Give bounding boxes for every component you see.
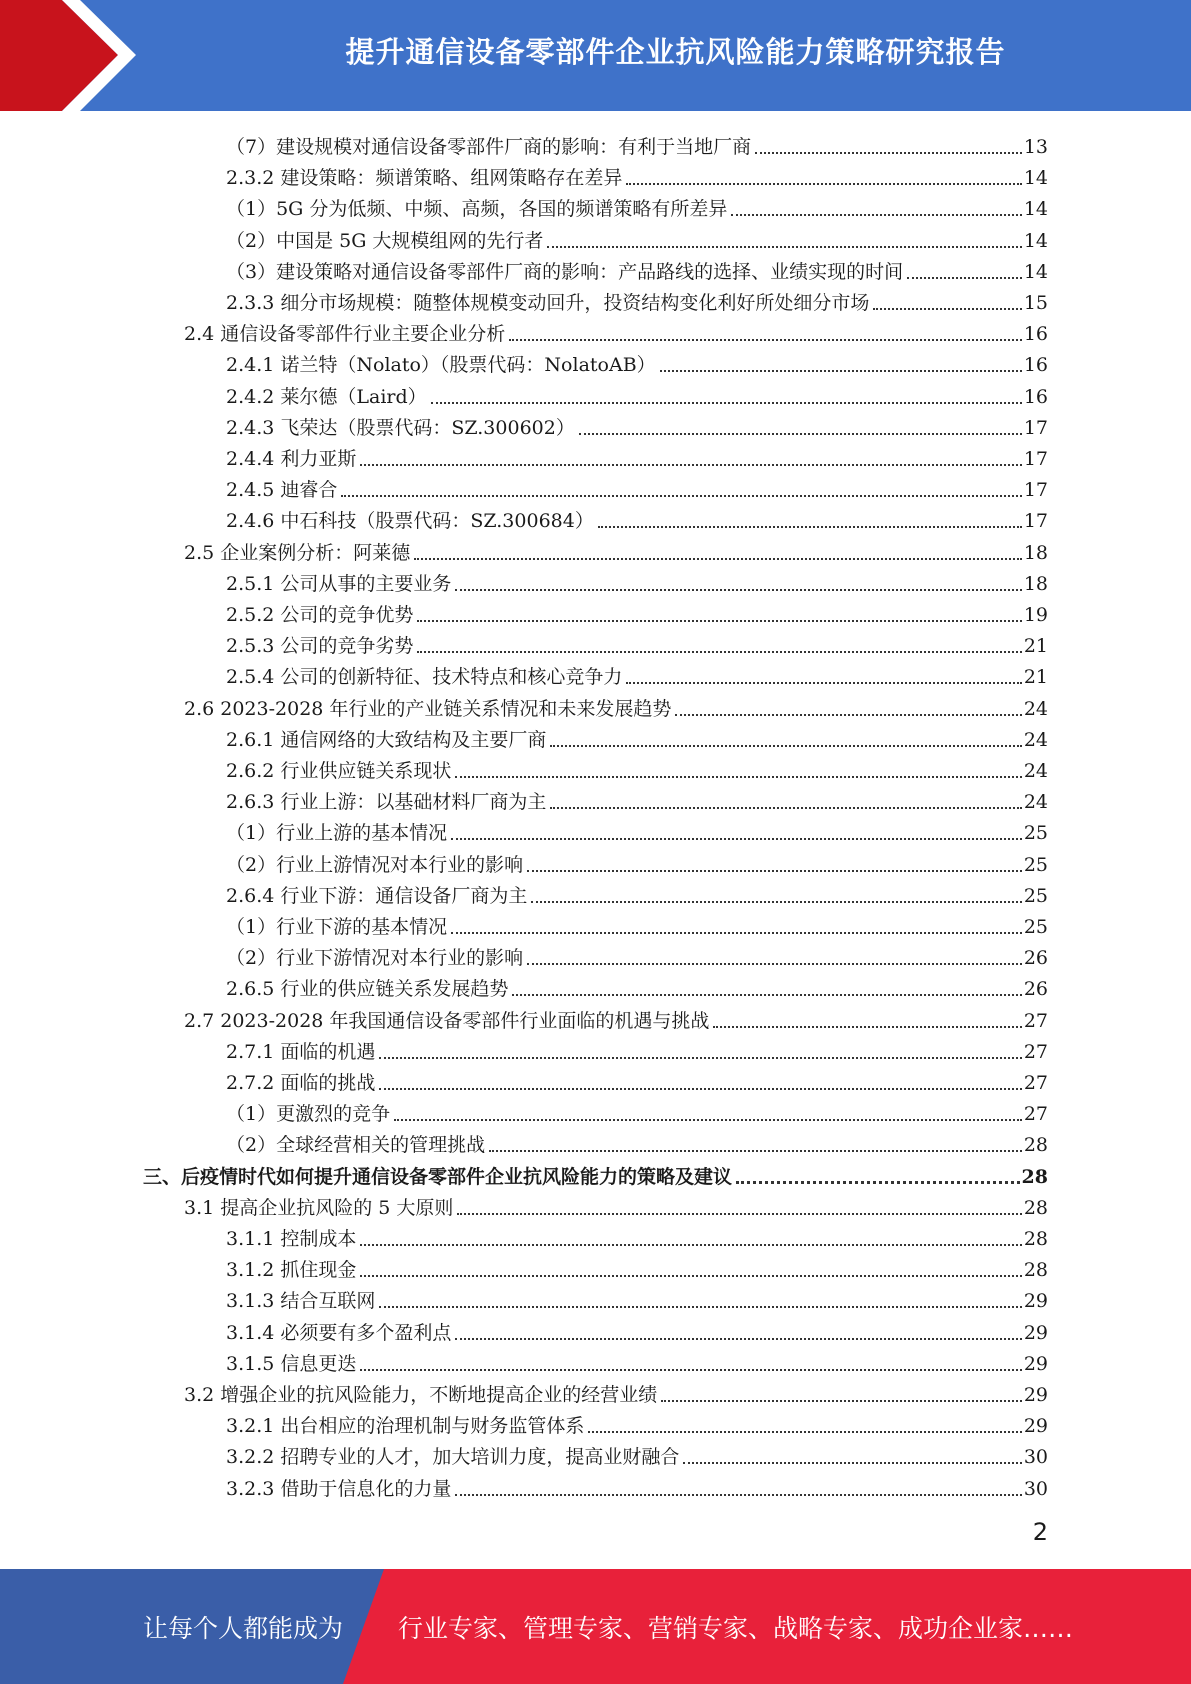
page-footer xyxy=(0,1569,1191,1684)
toc-entry[interactable] xyxy=(226,222,1048,253)
toc-dot-leader xyxy=(547,245,1021,248)
toc-entry-title: 2.4.5 迪睿合 xyxy=(226,479,338,502)
toc-dot-leader xyxy=(341,494,1021,497)
toc-entry[interactable] xyxy=(184,1002,1048,1033)
toc-entry-title: 2.4.1 诺兰特（Nolato）（股票代码：NolatoAB） xyxy=(226,354,656,377)
toc-entry-page: 27 xyxy=(1023,1103,1048,1126)
toc-entry-page: 27 xyxy=(1023,1040,1048,1063)
toc-entry-page: 13 xyxy=(1023,136,1048,158)
toc-entry[interactable] xyxy=(184,1376,1048,1407)
toc-entry-title: 2.7.1 面临的机遇 xyxy=(226,1040,376,1063)
toc-entry[interactable] xyxy=(226,440,1048,471)
toc-entry-page: 19 xyxy=(1023,604,1048,626)
toc-entry[interactable] xyxy=(184,1189,1048,1220)
footer-slogan-left: 让每个人都能成为 xyxy=(143,1613,344,1643)
toc-dot-leader xyxy=(414,557,1022,560)
toc-entry[interactable] xyxy=(226,1282,1048,1313)
toc-entry-title: 2.5.3 公司的竞争劣势 xyxy=(226,635,414,658)
toc-entry[interactable] xyxy=(184,690,1048,721)
toc-entry-title: 3.1.4 必须要有多个盈利点 xyxy=(226,1321,452,1344)
toc-entry[interactable] xyxy=(226,471,1048,502)
toc-dot-leader xyxy=(455,775,1021,778)
toc-entry-title: 2.6.3 行业上游：以基础材料厂商为主 xyxy=(226,791,547,814)
toc-entry-page: 18 xyxy=(1023,541,1048,564)
toc-dot-leader xyxy=(379,1305,1021,1308)
toc-entry-page: 28 xyxy=(1023,1134,1048,1157)
toc-entry[interactable] xyxy=(226,253,1048,284)
toc-entry-page: 29 xyxy=(1023,1290,1048,1313)
toc-dot-leader xyxy=(509,338,1022,341)
toc-entry-title: 2.4.6 中石科技（股票代码：SZ.300684） xyxy=(226,510,594,533)
toc-entry-title: （7）建设规模对通信设备零部件厂商的影响：有利于当地厂商 xyxy=(226,136,752,158)
toc-entry[interactable] xyxy=(226,284,1048,315)
toc-dot-leader xyxy=(626,681,1021,684)
toc-entry[interactable] xyxy=(226,346,1048,377)
toc-dot-leader xyxy=(626,182,1021,185)
toc-entry[interactable] xyxy=(226,1345,1048,1376)
toc-entry-page: 16 xyxy=(1023,385,1048,408)
toc-entry-title: 3.1.1 控制成本 xyxy=(226,1228,357,1250)
toc-entry-page: 25 xyxy=(1023,884,1048,907)
toc-entry[interactable] xyxy=(226,877,1048,908)
toc-entry-title: 3.1.3 结合互联网 xyxy=(226,1290,376,1313)
toc-entry[interactable] xyxy=(226,658,1048,689)
toc-dot-leader xyxy=(713,1025,1021,1028)
toc-entry-page: 29 xyxy=(1023,1415,1048,1438)
toc-dot-leader xyxy=(489,1149,1022,1152)
toc-entry[interactable] xyxy=(226,752,1048,783)
toc-dot-leader xyxy=(661,1399,1022,1402)
toc-dot-leader xyxy=(531,900,1021,903)
toc-entry-page: 14 xyxy=(1023,198,1048,221)
toc-entry-title: 2.5.4 公司的创新特征、技术特点和核心竞争力 xyxy=(226,666,623,689)
toc-entry[interactable] xyxy=(226,783,1048,814)
toc-entry[interactable] xyxy=(226,627,1048,658)
toc-entry-page: 17 xyxy=(1023,479,1048,502)
toc-entry-page: 28 xyxy=(1023,1196,1048,1219)
toc-dot-leader xyxy=(379,1056,1021,1059)
toc-entry-title: 2.6.2 行业供应链关系现状 xyxy=(226,760,452,782)
toc-entry-title: 三、后疫情时代如何提升通信设备零部件企业抗风险能力的策略及建议 xyxy=(143,1165,733,1188)
toc-entry-title: 2.3.2 建设策略：频谱策略、组网策略存在差异 xyxy=(226,167,623,190)
toc-entry-title: 3.2.2 招聘专业的人才，加大培训力度，提高业财融合 xyxy=(226,1446,680,1469)
toc-entry[interactable] xyxy=(226,1470,1048,1501)
toc-dot-leader xyxy=(360,1274,1021,1277)
toc-entry-page: 26 xyxy=(1023,947,1048,970)
toc-entry-page: 14 xyxy=(1023,167,1048,190)
toc-dot-leader xyxy=(417,650,1021,653)
toc-entry-title: 2.6.4 行业下游：通信设备厂商为主 xyxy=(226,884,528,907)
toc-entry-page: 28 xyxy=(1023,1259,1048,1282)
toc-entry-title: 3.1 提高企业抗风险的 5 大原则 xyxy=(184,1196,454,1219)
toc-entry[interactable] xyxy=(226,502,1048,533)
toc-entry-title: 2.6.1 通信网络的大致结构及主要厂商 xyxy=(226,728,547,751)
toc-entry[interactable] xyxy=(226,970,1048,1001)
toc-entry-title: 3.1.2 抓住现金 xyxy=(226,1259,357,1282)
page-header xyxy=(0,0,1191,111)
toc-dot-leader xyxy=(550,806,1021,809)
toc-entry[interactable] xyxy=(226,190,1048,221)
toc-entry-page: 25 xyxy=(1023,822,1048,845)
toc-entry-title: 2.3.3 细分市场规模：随整体规模变动回升，投资结构变化利好所处细分市场 xyxy=(226,292,870,314)
toc-entry-title: 3.2.3 借助于信息化的力量 xyxy=(226,1477,452,1500)
toc-entry-title: 2.4.3 飞荣达（股票代码：SZ.300602） xyxy=(226,416,575,439)
toc-entry[interactable] xyxy=(184,534,1048,565)
toc-dot-leader xyxy=(736,1180,1020,1184)
toc-entry-page: 21 xyxy=(1023,635,1048,658)
toc-entry-title: 3.2.1 出台相应的治理机制与财务监管体系 xyxy=(226,1415,585,1438)
toc-entry[interactable] xyxy=(226,159,1048,190)
toc-dot-leader xyxy=(873,307,1021,310)
toc-entry[interactable] xyxy=(226,596,1048,627)
toc-entry-title: （3）建设策略对通信设备零部件厂商的影响：产品路线的选择、业绩实现的时间 xyxy=(226,260,904,283)
toc-entry-page: 27 xyxy=(1023,1072,1048,1094)
toc-entry-page: 24 xyxy=(1023,728,1048,751)
toc-entry[interactable] xyxy=(226,1407,1048,1438)
toc-entry[interactable] xyxy=(226,939,1048,970)
toc-entry-page: 17 xyxy=(1023,448,1048,470)
toc-entry-page: 25 xyxy=(1023,853,1048,876)
toc-entry-page: 28 xyxy=(1023,1228,1048,1250)
toc-entry[interactable] xyxy=(226,846,1048,877)
toc-entry[interactable] xyxy=(226,1064,1048,1095)
toc-dot-leader xyxy=(527,869,1022,872)
toc-entry-page: 15 xyxy=(1023,292,1048,314)
toc-dot-leader xyxy=(417,619,1021,622)
toc-entry-title: （2）全球经营相关的管理挑战 xyxy=(226,1134,486,1157)
toc-dot-leader xyxy=(360,463,1021,466)
toc-dot-leader xyxy=(379,1087,1021,1090)
toc-entry[interactable] xyxy=(226,1251,1048,1282)
toc-entry-title: 2.5 企业案例分析：阿莱德 xyxy=(184,541,411,564)
toc-entry-title: （1）行业下游的基本情况 xyxy=(226,916,448,938)
toc-entry-page: 26 xyxy=(1023,978,1048,1001)
toc-dot-leader xyxy=(579,432,1022,435)
toc-entry[interactable] xyxy=(226,378,1048,409)
toc-entry-title: 2.5.1 公司从事的主要业务 xyxy=(226,572,452,595)
toc-dot-leader xyxy=(755,151,1022,154)
toc-dot-leader xyxy=(588,1430,1021,1433)
header-chevron-decoration xyxy=(0,0,150,111)
toc-entry[interactable] xyxy=(226,814,1048,845)
toc-dot-leader xyxy=(360,1243,1021,1246)
toc-entry-title: 2.4 通信设备零部件行业主要企业分析 xyxy=(184,323,506,346)
toc-entry-title: 2.7 2023-2028 年我国通信设备零部件行业面临的机遇与挑战 xyxy=(184,1009,710,1032)
toc-dot-leader xyxy=(457,1212,1021,1215)
toc-dot-leader xyxy=(431,401,1022,404)
toc-dot-leader xyxy=(731,213,1021,216)
toc-entry-page: 17 xyxy=(1023,416,1048,439)
toc-dot-leader xyxy=(527,962,1022,965)
toc-dot-leader xyxy=(675,713,1021,716)
toc-entry-title: 2.5.2 公司的竞争优势 xyxy=(226,604,414,626)
toc-dot-leader xyxy=(451,931,1022,934)
toc-entry-title: 3.1.5 信息更迭 xyxy=(226,1352,357,1375)
toc-entry-title: 2.6.5 行业的供应链关系发展趋势 xyxy=(226,978,509,1001)
toc-entry-page: 24 xyxy=(1023,791,1048,814)
toc-entry-title: 2.4.2 莱尔德（Laird） xyxy=(226,385,427,408)
toc-entry-title: （2）行业上游情况对本行业的影响 xyxy=(226,853,524,876)
toc-entry-page: 16 xyxy=(1023,323,1048,346)
toc-dot-leader xyxy=(455,1493,1021,1496)
toc-dot-leader xyxy=(683,1461,1021,1464)
toc-entry-page: 14 xyxy=(1023,229,1048,252)
report-title: 提升通信设备零部件企业抗风险能力策略研究报告 xyxy=(345,34,1006,69)
toc-dot-leader xyxy=(512,993,1021,996)
toc-entry[interactable] xyxy=(226,721,1048,752)
toc-entry[interactable] xyxy=(226,1438,1048,1469)
toc-entry-page: 14 xyxy=(1023,260,1048,283)
toc-dot-leader xyxy=(360,1368,1021,1371)
toc-entry-page: 29 xyxy=(1023,1352,1048,1375)
toc-entry-page: 18 xyxy=(1023,572,1048,595)
toc-entry[interactable] xyxy=(226,1314,1048,1345)
toc-entry[interactable] xyxy=(184,315,1048,346)
toc-dot-leader xyxy=(598,525,1022,528)
toc-entry-title: （1）更激烈的竞争 xyxy=(226,1103,391,1126)
toc-entry-page: 16 xyxy=(1023,354,1048,377)
toc-entry[interactable] xyxy=(143,1158,1048,1189)
toc-entry-page: 24 xyxy=(1023,697,1048,720)
toc-entry-page: 17 xyxy=(1023,510,1048,533)
toc-entry-page: 28 xyxy=(1021,1165,1048,1188)
toc-entry-title: （1）5G 分为低频、中频、高频，各国的频谱策略有所差异 xyxy=(226,198,728,221)
toc-entry-page: 29 xyxy=(1023,1321,1048,1344)
toc-entry[interactable] xyxy=(226,128,1048,159)
toc-dot-leader xyxy=(455,588,1021,591)
toc-entry-title: （1）行业上游的基本情况 xyxy=(226,822,448,845)
toc-entry[interactable] xyxy=(226,1033,1048,1064)
toc-dot-leader xyxy=(660,369,1022,372)
toc-entry-page: 27 xyxy=(1023,1009,1048,1032)
toc-dot-leader xyxy=(455,1337,1021,1340)
toc-dot-leader xyxy=(550,744,1021,747)
toc-dot-leader xyxy=(451,837,1022,840)
toc-entry-title: 3.2 增强企业的抗风险能力，不断地提高企业的经营业绩 xyxy=(184,1384,658,1406)
toc-entry-page: 30 xyxy=(1023,1446,1048,1469)
toc-entry[interactable] xyxy=(226,908,1048,939)
toc-entry-title: （2）中国是 5G 大规模组网的先行者 xyxy=(226,229,544,252)
toc-entry-title: 2.4.4 利力亚斯 xyxy=(226,448,357,470)
toc-entry-title: 2.6 2023-2028 年行业的产业链关系情况和未来发展趋势 xyxy=(184,697,672,720)
toc-entry-page: 21 xyxy=(1023,666,1048,689)
toc-entry[interactable] xyxy=(226,1220,1048,1251)
toc-entry[interactable] xyxy=(226,1095,1048,1126)
toc-entry[interactable] xyxy=(226,409,1048,440)
toc-entry[interactable] xyxy=(226,565,1048,596)
toc-dot-leader xyxy=(907,276,1022,279)
toc-entry-title: 2.7.2 面临的挑战 xyxy=(226,1072,376,1094)
toc-entry[interactable] xyxy=(226,1126,1048,1157)
toc-dot-leader xyxy=(394,1118,1022,1121)
toc-entry-title: （2）行业下游情况对本行业的影响 xyxy=(226,947,524,970)
footer-slogan-right: 行业专家、管理专家、营销专家、战略专家、成功企业家…… xyxy=(398,1613,1074,1643)
page-number: 2 xyxy=(1032,1518,1048,1546)
toc-entry-page: 30 xyxy=(1023,1477,1048,1500)
toc-entry-page: 29 xyxy=(1023,1384,1048,1406)
toc-entry-page: 24 xyxy=(1023,760,1048,782)
toc-entry-page: 25 xyxy=(1023,916,1048,938)
